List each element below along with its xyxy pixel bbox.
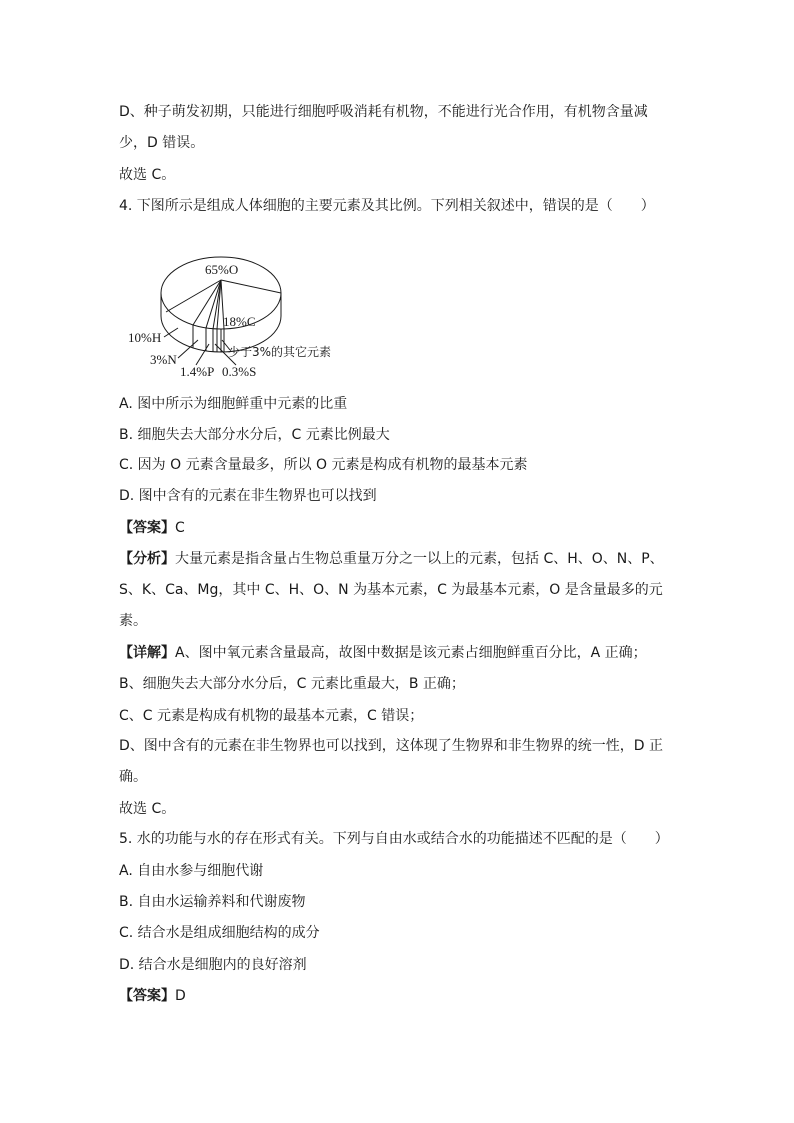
detail-line: D、图中含有的元素在非生物界也可以找到，这体现了生物界和非生物界的统一性，D 正 bbox=[119, 738, 664, 754]
label-o: 65%O bbox=[205, 262, 239, 277]
detail-label: 【详解】 bbox=[119, 645, 175, 661]
label-s: 0.3%S bbox=[222, 364, 257, 379]
option-5c: C. 结合水是组成细胞结构的成分 bbox=[119, 925, 320, 941]
answer-value: C bbox=[175, 520, 185, 536]
leader-p bbox=[196, 344, 209, 365]
option-5a: A. 自由水参与细胞代谢 bbox=[119, 863, 264, 879]
analysis-line: 素。 bbox=[119, 613, 147, 629]
text-line: 故选 C。 bbox=[119, 801, 176, 817]
label-n: 3%N bbox=[150, 352, 177, 367]
detail-line: B、细胞失去大部分水分后，C 元素比重最大，B 正确； bbox=[119, 676, 465, 692]
option-4b: B. 细胞失去大部分水分后，C 元素比例最大 bbox=[119, 427, 390, 443]
detail-line: C、C 元素是构成有机物的最基本元素，C 错误； bbox=[119, 708, 424, 724]
option-5d: D. 结合水是细胞内的良好溶剂 bbox=[119, 957, 307, 973]
label-c: 18%C bbox=[223, 314, 256, 329]
text-line: D、种子萌发初期，只能进行细胞呼吸消耗有机物，不能进行光合作用，有机物含量减 bbox=[119, 104, 648, 120]
option-4d: D. 图中含有的元素在非生物界也可以找到 bbox=[119, 488, 377, 504]
option-4c: C. 因为 O 元素含量最多，所以 O 元素是构成有机物的最基本元素 bbox=[119, 457, 528, 473]
label-h: 10%H bbox=[128, 330, 162, 345]
text-line: 故选 C。 bbox=[119, 167, 176, 183]
question-5: 5. 水的功能与水的存在形式有关。下列与自由水或结合水的功能描述不匹配的是（ ） bbox=[119, 831, 669, 847]
option-4a: A. 图中所示为细胞鲜重中元素的比重 bbox=[119, 396, 348, 412]
analysis-line: S、K、Ca、Mg，其中 C、H、O、N 为基本元素，C 为最基本元素，O 是含量最多的元 bbox=[119, 582, 663, 598]
slice-h-n-boundary bbox=[193, 280, 221, 325]
answer-5 bbox=[119, 986, 186, 1006]
detail-line: 确。 bbox=[119, 769, 147, 785]
option-5b: B. 自由水运输养料和代谢废物 bbox=[119, 894, 306, 910]
analysis-label: 【分析】 bbox=[119, 551, 175, 567]
answer-label: 【答案】 bbox=[119, 520, 175, 536]
answer-value: D bbox=[175, 988, 186, 1004]
detail-line: 【详解】A、图中氧元素含量最高，故图中数据是该元素占细胞鲜重百分比，A 正确； bbox=[119, 645, 647, 661]
label-p: 1.4%P bbox=[180, 364, 215, 379]
answer-4 bbox=[119, 518, 185, 538]
pie-side-left bbox=[161, 293, 221, 352]
element-pie-chart bbox=[118, 248, 358, 382]
analysis-line: 【分析】大量元素是指含量占生物总重量万分之一以上的元素，包括 C、H、O、N、P、 bbox=[119, 551, 664, 567]
question-4: 4. 下图所示是组成人体细胞的主要元素及其比例。下列相关叙述中，错误的是（ ） bbox=[119, 198, 655, 214]
answer-label: 【答案】 bbox=[119, 988, 175, 1004]
slice-o-c-boundary bbox=[221, 280, 281, 293]
text-line: 少，D 错误。 bbox=[119, 135, 205, 151]
label-other: 少于3%的其它元素 bbox=[228, 345, 332, 359]
